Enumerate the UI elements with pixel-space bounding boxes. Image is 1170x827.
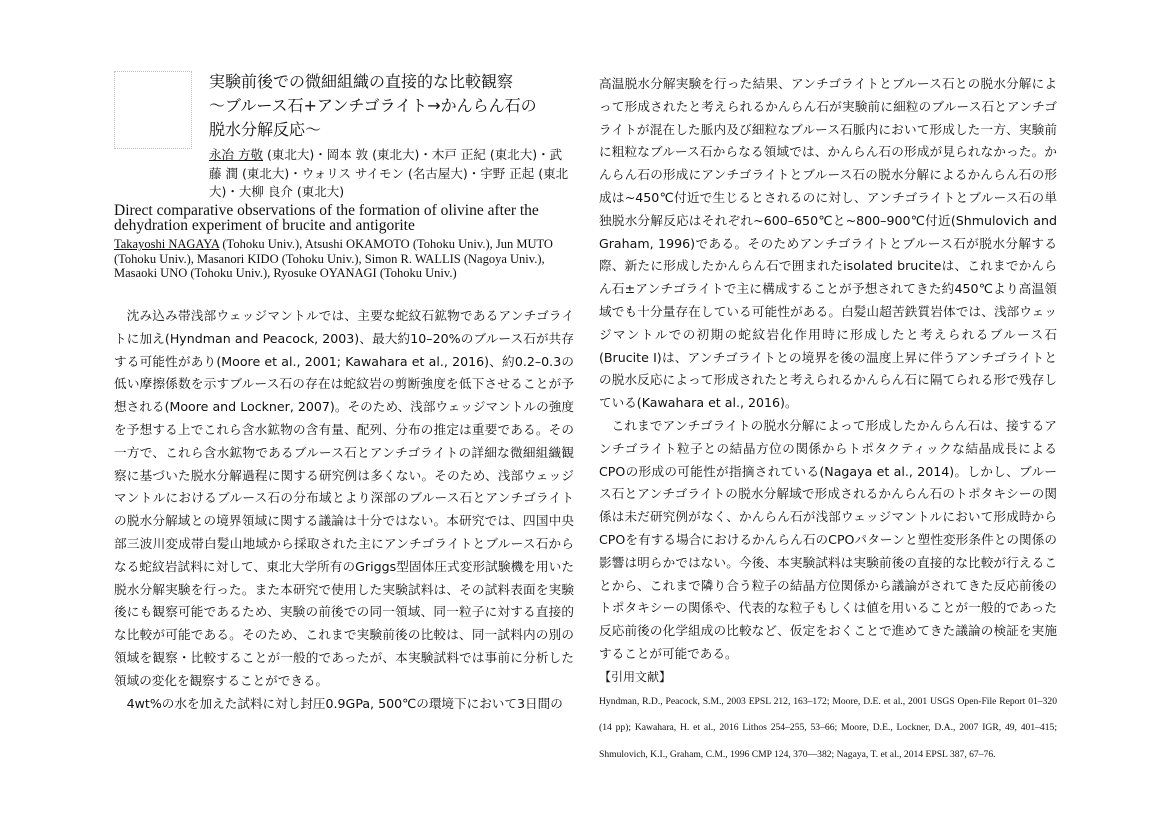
coauthors-en: (Tohoku Univ.), Atsushi OKAMOTO (Tohoku Univ.), Jun MUTO (Tohoku Univ.), Masanori KIDO (Tohoku Univ.), Simon R. WALLIS (Nagoya Univ.), Masaoki UNO (Tohoku Univ.), Ryosuke OYANAGI (Tohoku Univ.) — [114, 237, 553, 281]
japanese-title-line: 脱水分解反応〜 — [209, 120, 322, 139]
body-column-left — [114, 305, 574, 715]
body-paragraph-3: これまでアンチゴライトの脱水分解によって形成したかんらん石は、接するアンチゴライト粒子との結晶方位の関係からトポタクティックな結晶成長によるCPOの形成の可能性が指摘されている(Nagaya et al., 2014)。しかし、ブルース石とアンチゴライトの脱水分解域で形成されるかんらん石のトポタキシーの関係は未だ研究例がなく、かんらん石が浅部ウェッジマントルにおいて形成時からCPOを有する場合におけるかんらん石のCPOパターンと塑性変形条件との関係の影響は明らかではない。今後、本実験試料は実験前後の直接的な比較が行えることから、これまで隣り合う粒子の結晶方位関係から議論がされてきた反応前後のトポタキシーの関係や、代表的な粒子もしくは値を用いることが一般的であった反応前後の化学組成の比較など、仮定をおくことで進めてきた議論の検証を実施することが可能である。 — [599, 417, 1057, 661]
japanese-title — [209, 70, 579, 142]
coauthors-jp: (東北大)・岡本 敦 (東北大)・木戸 正紀 (東北大)・武藤 潤 (東北大)・ウォリス サイモン (名古屋大)・宇野 正起 (東北大)・大柳 良介 (東北大) — [209, 147, 569, 199]
references-list: Hyndman, R.D., Peacock, S.M., 2003 EPSL 212, 163–172; Moore, D.E. et al., 2001 USGS Open-File Report 01–320 (14 pp); Kawahara, H. et al., 2016 Lithos 254–255, 53–66; Moore, D.E., Lockner, D.A., 2007 IGR, 49, 401–415; Shmulovich, K.I., Graham, C.M., 1996 CMP 124, 370—382; Nagaya, T. et al., 2014 EPSL 387, 67–76. — [599, 695, 1057, 760]
english-authors — [114, 237, 576, 281]
japanese-title-line: 実験前後での微細組織の直接的な比較観察 — [209, 72, 514, 91]
english-title: Direct comparative observations of the formation of olivine after the dehydration experiment of brucite and antigorite — [114, 202, 539, 234]
presenting-author-en: Takayoshi NAGAYA — [114, 237, 220, 251]
abstract-id-box — [114, 71, 192, 149]
body-paragraph-2-continued: 高温脱水分解実験を行った結果、アンチゴライトとブルース石との脱水分解によって形成されたと考えられるかんらん石が実験前に細粒のブルース石とアンチゴライトが混在した脈内及び細粒なブルース石脈内において形成した一方、実験前に粗粒なブルース石からなる領域では、かんらん石の形成が見られなかった。かんらん石の形成にアンチゴライトとブルース石の脱水分解によるかんらん石の形成は~450℃付近で生じるとされるのに対し、アンチゴライトとブルース石の単独脱水分解反応はそれぞれ~600–650℃と~800–900℃付近(Shmulovich and Graham, 1996)である。そのためアンチゴライトとブルース石が脱水分解する際、新たに形成したかんらん石で囲まれたisolated bruciteは、これまでかんらん石±アンチゴライトで主に構成することが予想されてきた約450℃より高温領域でも十分量存在している可能性がある。白髪山超苦鉄質岩体では、浅部ウェッジマントルでの初期の蛇紋岩化作用時に形成したと考えられるブルース石(Brucite I)は、アンチゴライトとの境界を後の温度上昇に伴うアンチゴライトとの脱水反応によって形成されたと考えられるかんらん石に隔てられる形で残存している(Kawahara et al., 2016)。 — [599, 76, 1057, 411]
references-heading: 【引用文献】 — [599, 669, 672, 684]
japanese-authors — [209, 146, 574, 202]
body-paragraph-1: 沈み込み帯浅部ウェッジマントルでは、主要な蛇紋石鉱物であるアンチゴライトに加え(Hyndman and Peacock, 2003)、最大約10–20%のブルース石が共存する可能性があり(Moore et al., 2001; Kawahara et al., 2016)、約0.2–0.3の低い摩擦係数を示すブルース石の存在は蛇紋岩の剪断強度を低下させることが予想される(Moore and Lockner, 2007)。そのため、浅部ウェッジマントルの強度を予想する上でこれら含水鉱物の含有量、配列、分布の推定は重要である。その一方で、これら含水鉱物であるブルース石とアンチゴライトの詳細な微細組織観察に基づいた脱水分解過程に関する研究例は多くない。そのため、浅部ウェッジマントルにおけるブルース石の分布域とより深部のブルース石とアンチゴライトの脱水分解域との境界領域に関する議論は十分ではない。本研究では、四国中央部三波川変成帯白髪山地域から採取された主にアンチゴライトとブルース石からなる蛇紋岩試料に対して、東北大学所有のGriggs型固体圧式変形試験機を用いた脱水分解実験を行った。また本研究で使用した実験試料は、その試料表面を実験後にも観察可能であるため、実験の前後での同一領域、同一粒子に対する直接的な比較が可能である。そのため、これまで実験前後の比較は、同一試料内の別の領域を観察・比較することが一般的であったが、本実験試料では事前に分析した領域の変化を観察することができる。 — [114, 308, 574, 688]
body-paragraph-2-start: 4wt%の水を加えた試料に対し封圧0.9GPa, 500℃の環境下において3日間の — [126, 695, 563, 711]
japanese-title-line: 〜ブルース石+アンチゴライト→かんらん石の — [209, 96, 537, 115]
body-column-right — [599, 73, 1057, 768]
presenting-author-jp: 永冶 方敬 — [209, 147, 263, 162]
